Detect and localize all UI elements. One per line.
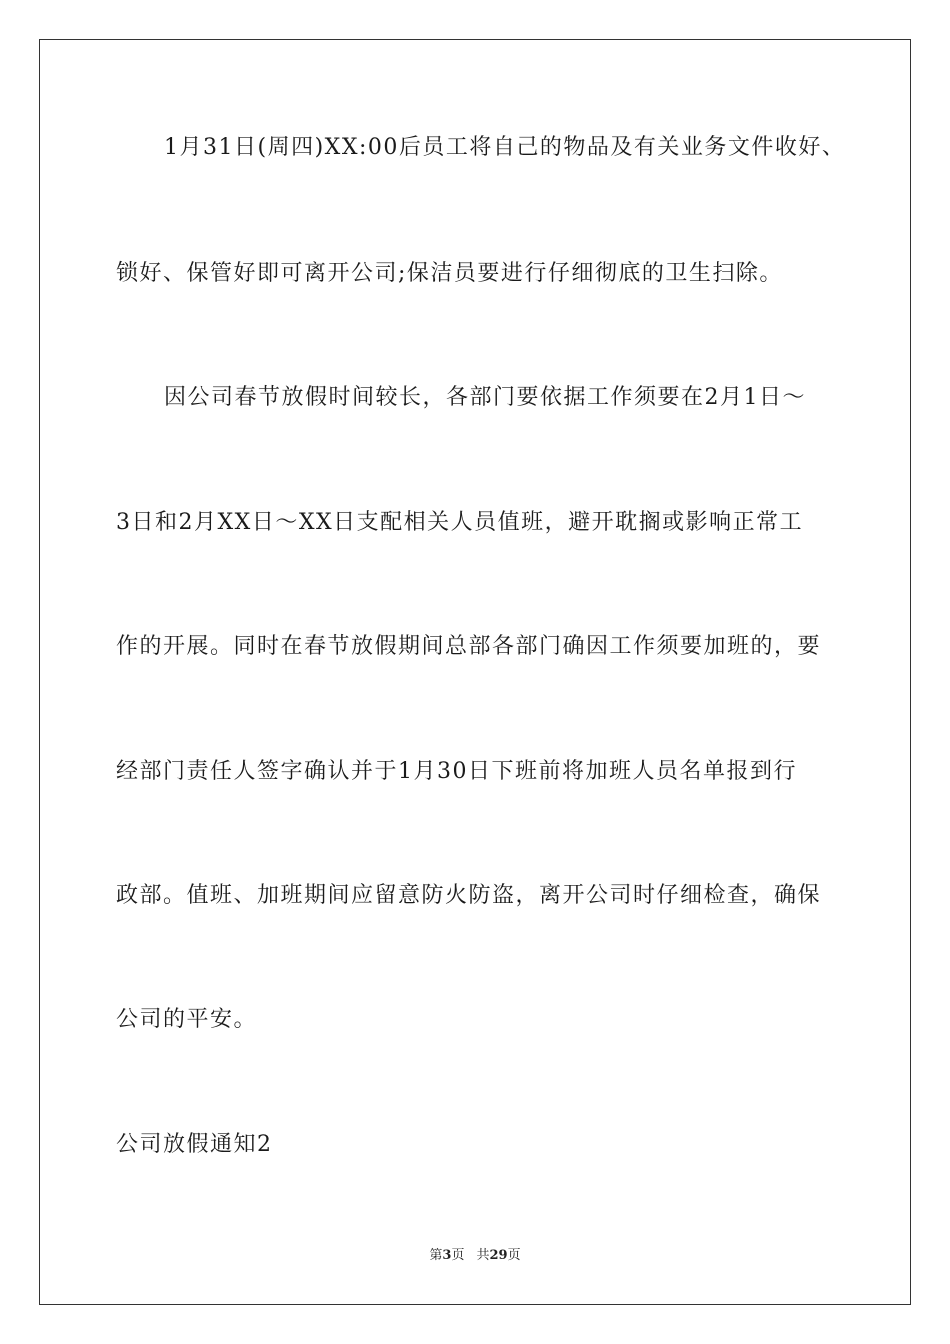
section-heading: 公司放假通知2: [116, 1132, 273, 1157]
paragraph-line-1: 1月31日(周四)XX:00后员工将自己的物品及有关业务文件收好、: [164, 135, 846, 160]
page-number: 3: [442, 1248, 452, 1263]
total-prefix: 共: [476, 1248, 490, 1263]
paragraph-line-3: 因公司春节放假时间较长，各部门要依据工作须要在2月1日～: [164, 385, 806, 410]
paragraph-line-7: 政部。值班、加班期间应留意防火防盗，离开公司时仔细检查，确保: [116, 883, 822, 908]
page-footer: [0, 1246, 950, 1266]
paragraph-line-2: 锁好、保管好即可离开公司;保洁员要进行仔细彻底的卫生扫除。: [116, 261, 783, 286]
total-pages: 29: [489, 1248, 508, 1263]
paragraph-line-8: 公司的平安。: [116, 1007, 258, 1032]
page-prefix: 第: [429, 1248, 443, 1263]
paragraph-line-4: 3日和2月XX日～XX日支配相关人员值班，避开耽搁或影响正常工: [116, 510, 804, 535]
total-suffix: 页: [507, 1248, 521, 1263]
page-suffix: 页: [451, 1248, 465, 1263]
page-border: [39, 39, 911, 1305]
paragraph-line-6: 经部门责任人签字确认并于1月30日下班前将加班人员名单报到行: [116, 759, 797, 784]
paragraph-line-5: 作的开展。同时在春节放假期间总部各部门确因工作须要加班的，要: [116, 634, 822, 659]
